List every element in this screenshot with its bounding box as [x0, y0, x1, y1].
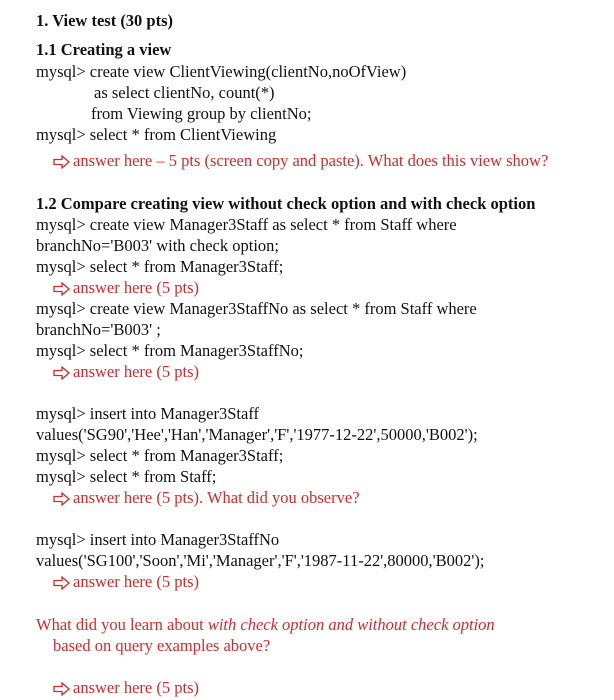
section-title: 1. View test (30 pts)	[36, 11, 174, 30]
answer-prompt	[53, 677, 199, 698]
subsection-1-2-heading: 1.2 Compare creating view without check option and with check option	[36, 194, 536, 213]
code-line: mysql> insert into Manager3Staff	[36, 404, 260, 423]
right-arrow-icon	[53, 277, 73, 298]
right-arrow-icon	[53, 571, 73, 592]
answer-text: answer here (5 pts)	[73, 362, 199, 381]
code-line: mysql> create view Manager3Staff as select * from Staff where	[36, 215, 457, 234]
answer-prompt	[53, 150, 548, 171]
code-line: values('SG90','Hee','Han','Manager','F','1977-12-22',50000,'B002');	[36, 425, 478, 444]
answer-text: answer here (5 pts)	[73, 572, 199, 591]
code-line: mysql> select * from Manager3Staff;	[36, 257, 284, 276]
right-arrow-icon	[53, 677, 73, 698]
code-line: mysql> create view Manager3StaffNo as select * from Staff where	[36, 299, 477, 318]
code-line: as select clientNo, count(*)	[94, 83, 275, 102]
answer-text: answer here – 5 pts (screen copy and paste). What does this view show?	[73, 151, 549, 170]
right-arrow-icon	[53, 487, 73, 508]
code-line: mysql> insert into Manager3StaffNo	[36, 530, 280, 549]
code-line: mysql> select * from Staff;	[36, 467, 217, 486]
code-line: branchNo='B003' ;	[36, 320, 161, 339]
answer-prompt	[53, 487, 360, 508]
answer-prompt	[53, 571, 199, 592]
answer-prompt	[53, 361, 199, 382]
code-line: mysql> select * from ClientViewing	[36, 125, 277, 144]
code-line: from Viewing group by clientNo;	[91, 104, 312, 123]
answer-text: answer here (5 pts)	[73, 278, 199, 297]
right-arrow-icon	[53, 361, 73, 382]
question-line-2: based on query examples above?	[53, 636, 271, 655]
question-italic-text: with check option and without check option	[207, 615, 495, 634]
answer-prompt	[53, 277, 199, 298]
right-arrow-icon	[53, 150, 73, 171]
answer-text: answer here (5 pts)	[73, 678, 199, 697]
code-line: mysql> select * from Manager3StaffNo;	[36, 341, 304, 360]
question-text: What did you learn about	[36, 615, 208, 634]
subsection-1-1-heading: 1.1 Creating a view	[36, 40, 172, 59]
code-line: mysql> select * from Manager3Staff;	[36, 446, 284, 465]
answer-text: answer here (5 pts). What did you observe?	[73, 488, 360, 507]
code-line: branchNo='B003' with check option;	[36, 236, 279, 255]
code-line: values('SG100','Soon','Mi','Manager','F','1987-11-22',80000,'B002');	[36, 551, 485, 570]
question-line	[36, 614, 495, 635]
code-line: mysql> create view ClientViewing(clientNo,noOfView)	[36, 62, 407, 81]
